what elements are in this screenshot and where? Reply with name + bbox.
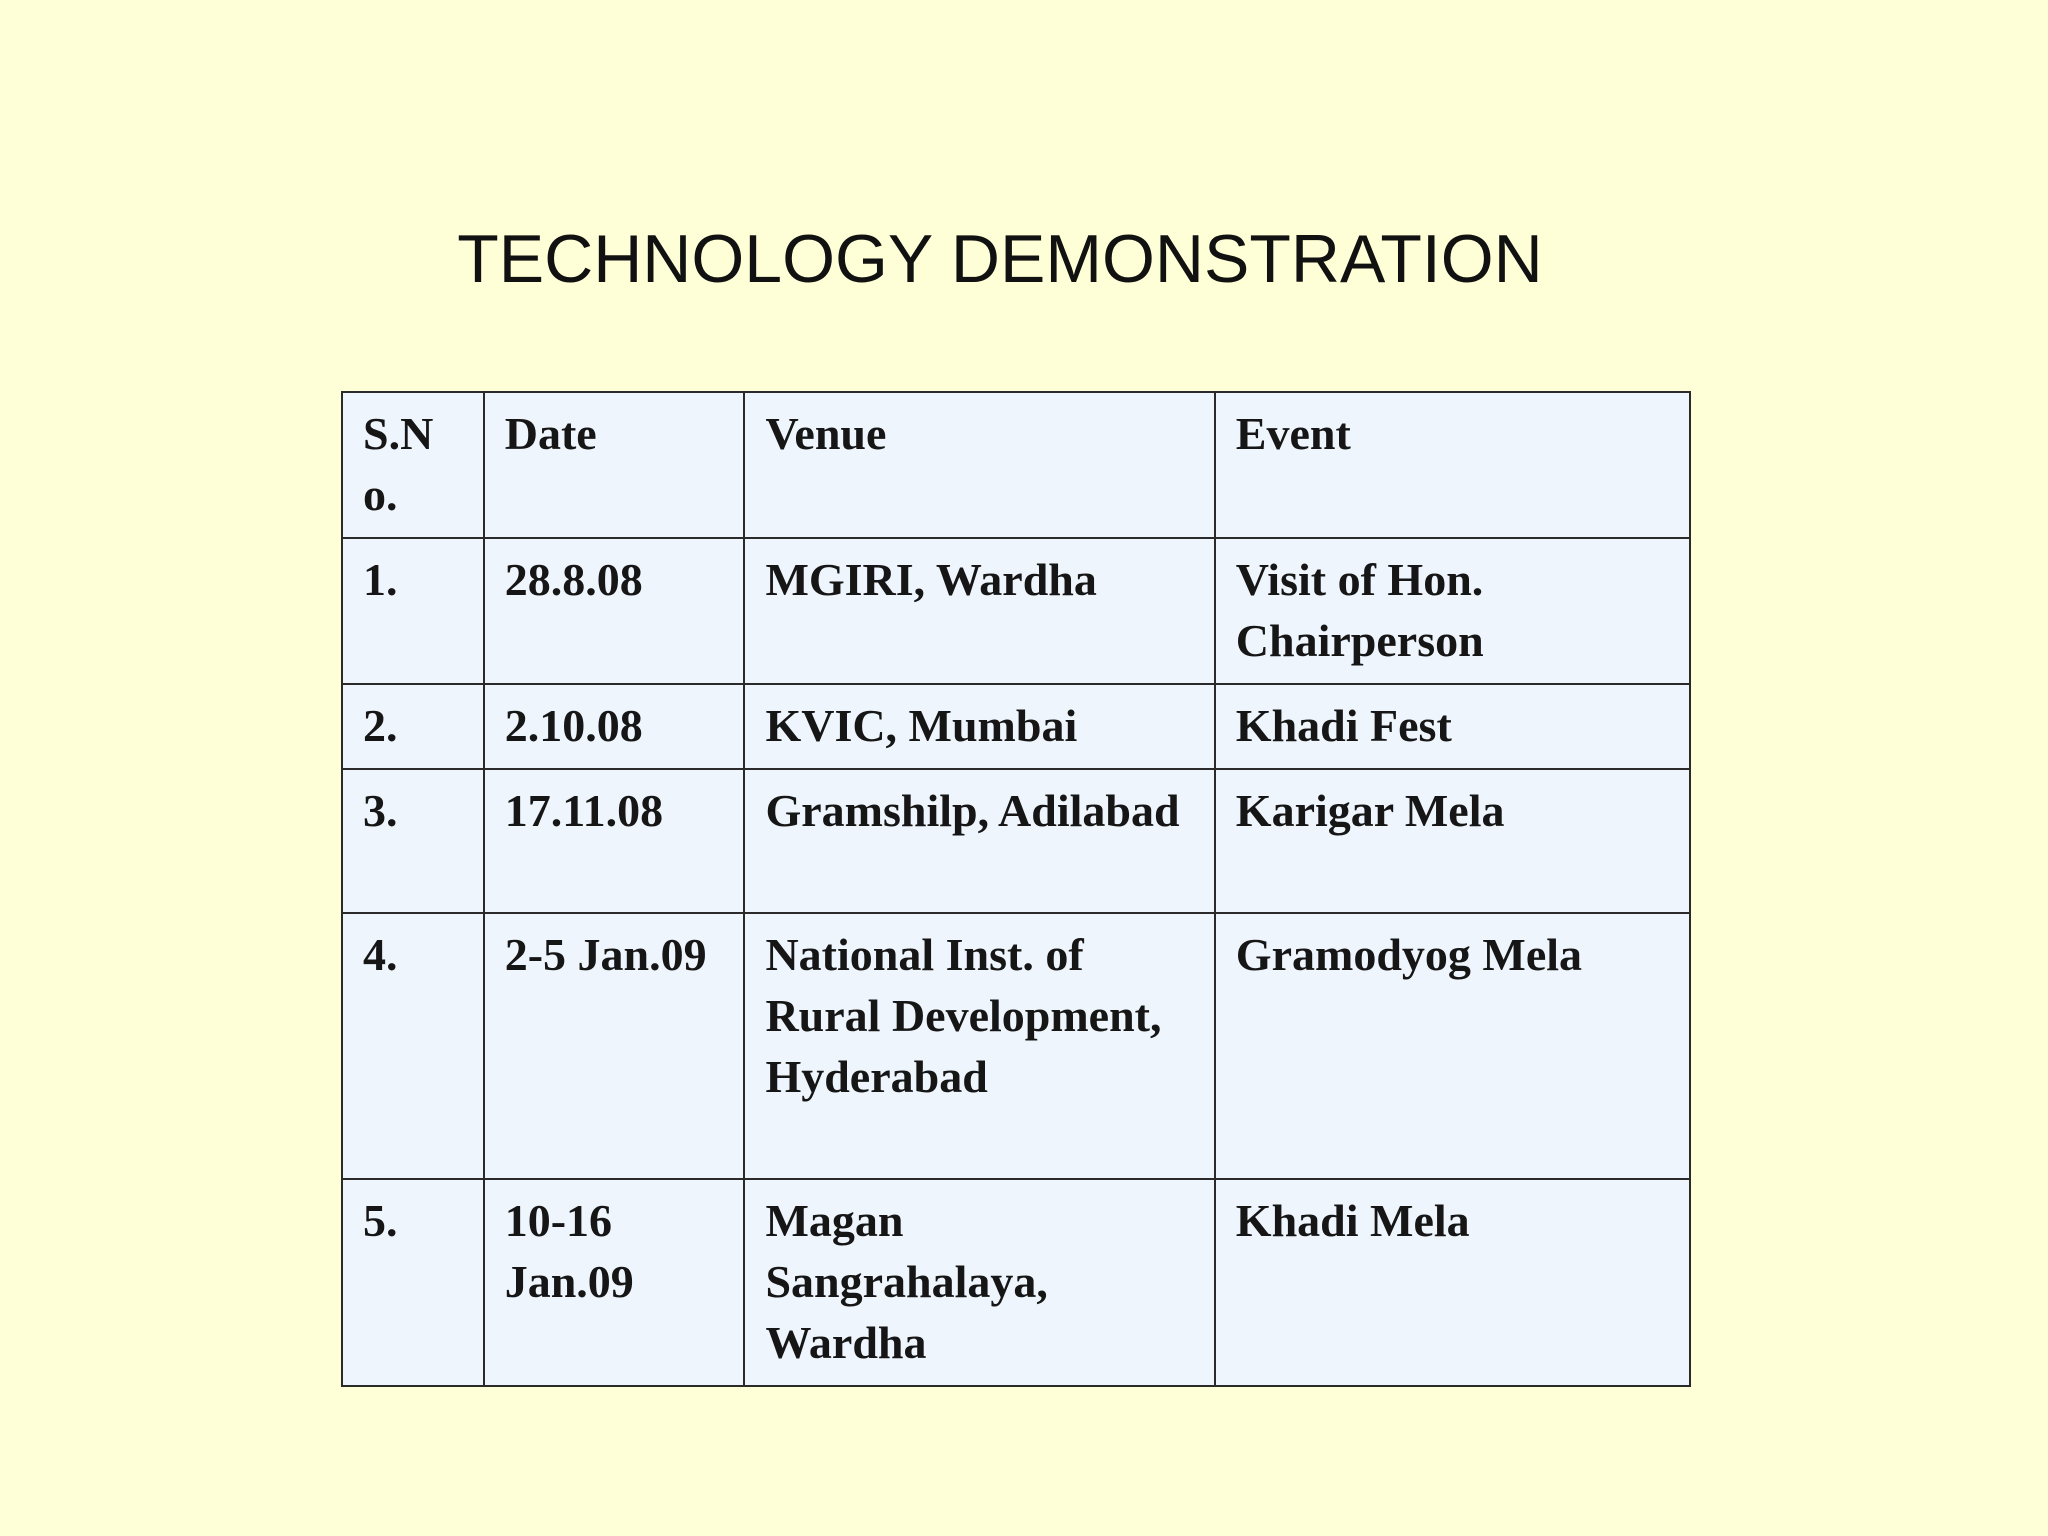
column-header-sno: S.No. xyxy=(342,392,484,538)
cell-date: 17.11.08 xyxy=(484,769,745,913)
column-header-venue: Venue xyxy=(744,392,1214,538)
cell-date: 2.10.08 xyxy=(484,684,745,769)
table-row xyxy=(342,769,1690,913)
slide-title: TECHNOLOGY DEMONSTRATION xyxy=(457,221,1543,297)
table-header-row xyxy=(342,392,1690,538)
cell-venue: Gramshilp, Adilabad xyxy=(744,769,1214,913)
cell-date: 28.8.08 xyxy=(484,538,745,684)
demonstration-table xyxy=(341,391,1691,1387)
column-header-event: Event xyxy=(1215,392,1690,538)
table-row xyxy=(342,538,1690,684)
cell-venue: KVIC, Mumbai xyxy=(744,684,1214,769)
cell-venue: Magan Sangrahalaya, Wardha xyxy=(744,1179,1214,1386)
cell-venue: MGIRI, Wardha xyxy=(744,538,1214,684)
cell-sno: 1. xyxy=(342,538,484,684)
cell-sno: 4. xyxy=(342,913,484,1179)
table-row xyxy=(342,913,1690,1179)
cell-sno: 2. xyxy=(342,684,484,769)
cell-venue: National Inst. of Rural Development, Hyderabad xyxy=(744,913,1214,1179)
cell-event: Gramodyog Mela xyxy=(1215,913,1690,1179)
cell-event: Karigar Mela xyxy=(1215,769,1690,913)
cell-event: Khadi Mela xyxy=(1215,1179,1690,1386)
cell-date: 2-5 Jan.09 xyxy=(484,913,745,1179)
column-header-date: Date xyxy=(484,392,745,538)
table-row xyxy=(342,1179,1690,1386)
cell-sno: 3. xyxy=(342,769,484,913)
cell-date: 10-16 Jan.09 xyxy=(484,1179,745,1386)
cell-event: Visit of Hon. Chairperson xyxy=(1215,538,1690,684)
cell-event: Khadi Fest xyxy=(1215,684,1690,769)
cell-sno: 5. xyxy=(342,1179,484,1386)
table-row xyxy=(342,684,1690,769)
